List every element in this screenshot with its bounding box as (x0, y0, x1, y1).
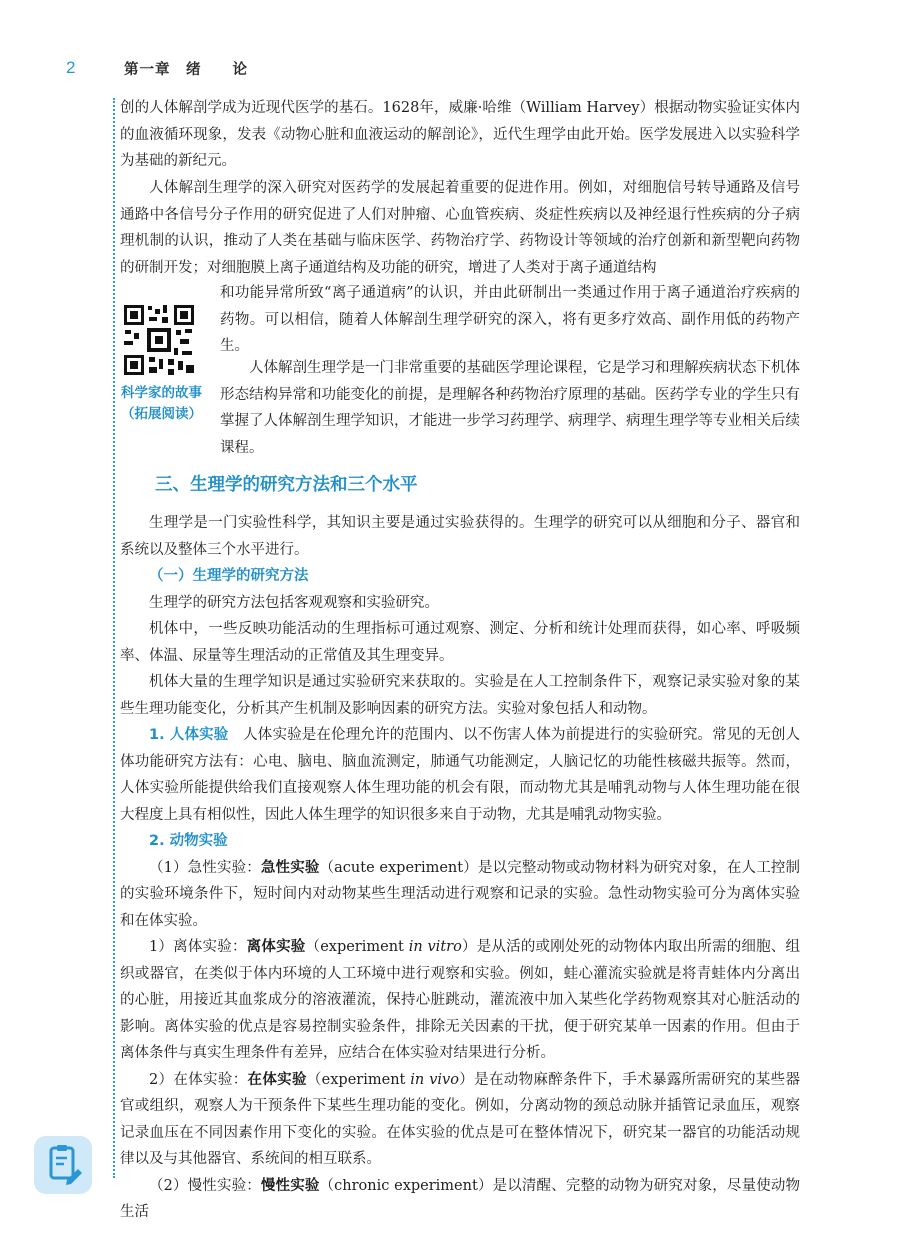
label-human-experiment: 1. 人体实验 (149, 727, 229, 743)
chapter-title: 第一章 绪 论 (124, 62, 248, 78)
paragraph-in-vivo: 2）在体实验：在体实验（experiment in vivo）是在动物麻醉条件下，手术暴露所需研究的某些器官或组织，观察人为干预条件下某些生理功能的变化。例如，分离动物的颈总动脉并插管记录血压，观察记录血压在不同因素作用下变化的实验。在体实验的优点是可在整体情况下，研究某一器官的功能活动规律以及与其他器官、系统间的相互联系。 (120, 1071, 801, 1167)
paragraph-in-vitro: 1）离体实验：离体实验（experiment in vitro）是从活的或刚处死的动物体内取出所需的细胞、组织或器官，在类似于体内环境的人工环境中进行观察和实验。例如，蛙心灌流实验就是将青蛙体内分离出的心脏，用接近其血浆成分的溶液灌流，保持心脏跳动，灌流液中加入某些化学药物观察其对心脏活动的影响。离体实验的优点是容易控制实验条件，排除无关因素的干扰，便于研究某单一因素的作用。但由于离体条件与真实生理条件有差异，应结合在体实验对结果进行分析。 (120, 939, 801, 1061)
sub-heading-methods: （一）生理学的研究方法 (149, 568, 309, 584)
qr-code-icon[interactable] (122, 303, 196, 377)
paragraph-human-experiment: 1. 人体实验 人体实验是在伦理允许的范围内、以不伤害人体为前提进行的实验研究。常见的无创人体功能研究方法有：心电、脑电、脑血流测定，肺通气功能测定，人脑记忆的功能性核磁共振等。然而，人体实验所能提供给我们直接观察人体生理功能的机会有限，而动物尤其是哺乳动物与人体生理功能在很大程度上具有相似性，因此人体生理学的知识很多来自于动物，尤其是哺乳动物实验。 (120, 727, 801, 823)
page-number: 2 (66, 58, 76, 77)
section-heading: 三、生理学的研究方法和三个水平 (155, 475, 418, 495)
paragraph-observation: 机体中，一些反映功能活动的生理指标可通过观察、测定、分析和统计处理而获得，如心率、呼吸频率、体温、尿量等生理活动的正常值及其生理变异。 (120, 621, 800, 664)
qr-caption[interactable]: 科学家的故事（拓展阅读） (121, 385, 202, 422)
term-in-vivo: 在体实验 (247, 1071, 307, 1088)
term-in-vitro: 离体实验 (246, 939, 306, 955)
paragraph-acute-experiment: （1）急性实验：急性实验（acute experiment）是以完整动物或动物材料为研究对象，在人工控制的实验环境条件下，短时间内对动物某些生理活动进行观察和记录的实验。急性动物实验可分为离体实验和在体实验。 (120, 859, 800, 929)
sidebar-divider (113, 98, 115, 1178)
paragraph-research-importance-continued: 和功能异常所致“离子通道病”的认识，并由此研制出一类通过作用于离子通道治疗疾病的药物。可以相信，随着人体解剖生理学研究的深入，将有更多疗效高、副作用低的药物产生。 (220, 285, 800, 354)
paragraph-intro-continuation: 创的人体解剖学成为近现代医学的基石。1628年，威廉·哈维（William Harvey）根据动物实验证实体内的血液循环现象，发表《动物心脏和血液运动的解剖论》，近代生理学由此开始。医学发展进入以实验科学为基础的新纪元。 (120, 100, 800, 169)
paragraph-physiology-intro: 生理学是一门实验性科学，其知识主要是通过实验获得的。生理学的研究可以从细胞和分子、器官和系统以及整体三个水平进行。 (120, 515, 800, 558)
term-chronic: 慢性实验 (260, 1177, 320, 1194)
paragraph-chronic-experiment: （2）慢性实验：慢性实验（chronic experiment）是以清醒、完整的动物为研究对象，尽量使动物生活 (120, 1177, 801, 1220)
main-body (120, 510, 800, 1226)
paragraph-methods-overview: 生理学的研究方法包括客观观察和实验研究。 (149, 594, 439, 611)
paragraph-experiment: 机体大量的生理学知识是通过实验研究来获取的。实验是在人工控制条件下，观察记录实验对象的某些生理功能变化，分析其产生机制及影响因素的研究方法。实验对象包括人和动物。 (120, 674, 800, 717)
notepad-edit-icon[interactable] (34, 1136, 92, 1194)
paragraph-research-importance: 人体解剖生理学的深入研究对医药学的发展起着重要的促进作用。例如，对细胞信号转导通路及信号通路中各信号分子作用的研究促进了人们对肿瘤、心血管疾病、炎症性疾病以及神经退行性疾病的分子病理机制的认识，推动了人类在基础与临床医学、药物治疗学、药物设计等领域的治疗创新和新型靶向药物的研制开发；对细胞膜上离子通道结构及功能的研究，增进了人类对于离子通道结构 (120, 180, 800, 276)
term-acute: 急性实验 (260, 859, 320, 876)
label-animal-experiment: 2. 动物实验 (149, 833, 228, 849)
paragraph-course-importance: 人体解剖生理学是一门非常重要的基础医学理论课程，它是学习和理解疾病状态下机体形态结构异常和功能变化的前提，是理解各种药物治疗原理的基础。医药学专业的学生只有掌握了人体解剖生理学知识，才能进一步学习药理学、病理学、病理生理学等专业相关后续课程。 (220, 360, 800, 456)
